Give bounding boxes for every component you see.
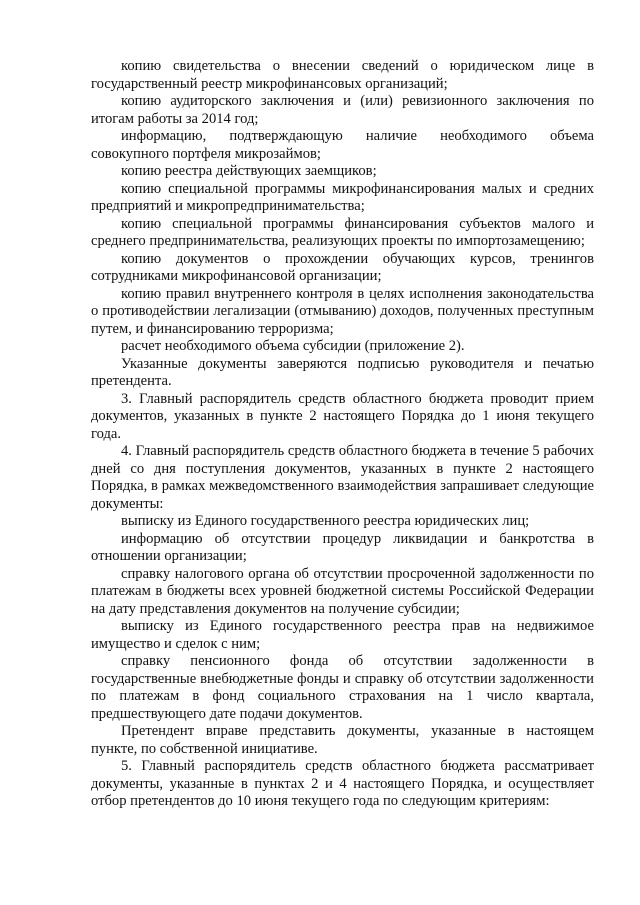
paragraph: копию аудиторского заключения и (или) ревизионного заключения по итогам работы за 2014 год; <box>91 93 594 127</box>
paragraph: копию реестра действующих заемщиков; <box>121 163 377 179</box>
paragraph: справку пенсионного фонда об отсутствии задолженности в государственные внебюджетные фонды и справку об отсутствии задолженности по платежам в фонд социального страхования на 1 число квартала, предшествующего дате подачи документов. <box>91 653 594 722</box>
paragraph: информацию, подтверждающую наличие необходимого объема совокупного портфеля микрозаймов; <box>91 128 594 162</box>
paragraph: расчет необходимого объема субсидии (приложение 2). <box>121 338 465 354</box>
document-body <box>91 58 594 811</box>
paragraph-item-4: 4. Главный распорядитель средств областного бюджета в течение 5 рабочих дней со дня поступления документов, указанных в пункте 2 настоящего Порядка, в рамках межведомственного взаимодействия запрашивает следующие документы: <box>91 443 594 512</box>
paragraph: Претендент вправе представить документы, указанные в настоящем пункте, по собственной инициативе. <box>91 723 594 757</box>
paragraph: справку налогового органа об отсутствии просроченной задолженности по платежам в бюджеты всех уровней бюджетной системы Российской Федерации на дату представления документов на получение субсидии; <box>91 565 594 617</box>
paragraph: выписку из Единого государственного реестра прав на недвижимое имущество и сделок с ним; <box>91 618 594 652</box>
paragraph: копию документов о прохождении обучающих курсов, тренингов сотрудниками микрофинансовой организации; <box>91 250 594 284</box>
paragraph: копию специальной программы микрофинансирования малых и средних предприятий и микропредпринимательства; <box>91 180 594 214</box>
paragraph-item-3: 3. Главный распорядитель средств областного бюджета проводит прием документов, указанных в пункте 2 настоящего Порядка до 1 июня текущего года. <box>91 390 594 442</box>
paragraph: копию правил внутреннего контроля в целях исполнения законодательства о противодействии легализации (отмыванию) доходов, полученных преступным путем, и финансированию терроризма; <box>91 285 594 337</box>
paragraph: выписку из Единого государственного реестра юридических лиц; <box>121 513 530 529</box>
paragraph: информацию об отсутствии процедур ликвидации и банкротства в отношении организации; <box>91 530 594 564</box>
paragraph: копию свидетельства о внесении сведений о юридическом лице в государственный реестр микрофинансовых организаций; <box>91 58 594 92</box>
paragraph: копию специальной программы финансирования субъектов малого и среднего предпринимательства, реализующих проекты по импортозамещению; <box>91 215 594 249</box>
paragraph-item-5: 5. Главный распорядитель средств областного бюджета рассматривает документы, указанные в пунктах 2 и 4 настоящего Порядка, и осуществляет отбор претендентов до 10 июня текущего года по следующим критериям: <box>91 758 594 809</box>
paragraph: Указанные документы заверяются подписью руководителя и печатью претендента. <box>91 355 594 389</box>
